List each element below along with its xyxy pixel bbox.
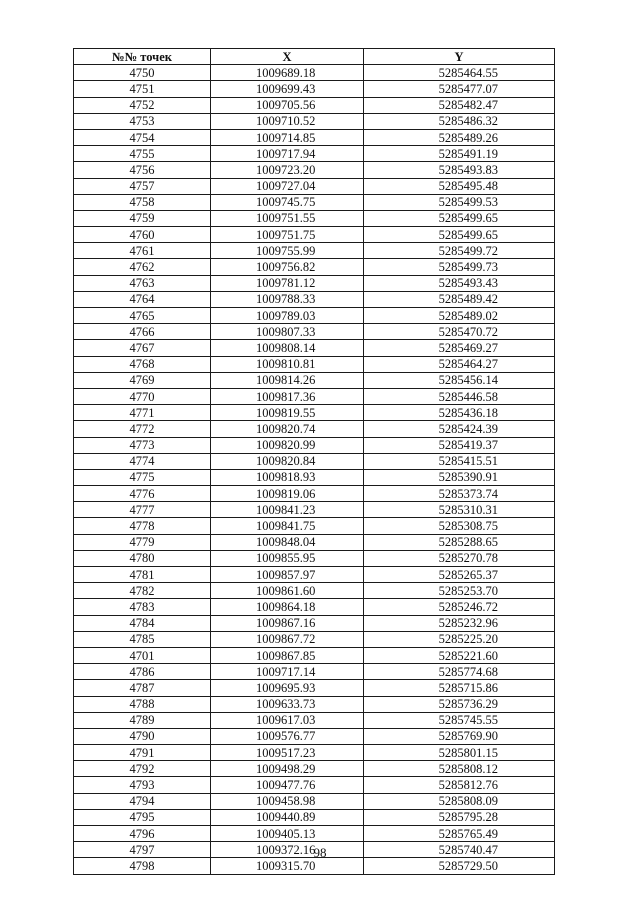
point-number-cell: 4794 [74,793,211,809]
point-number-cell: 4784 [74,615,211,631]
table-row [74,388,555,404]
y-coordinate-cell: 5285808.12 [364,761,555,777]
table-body [74,65,555,874]
table-row [74,405,555,421]
table-row [74,227,555,243]
point-number-cell: 4782 [74,583,211,599]
x-coordinate-cell: 1009817.36 [211,388,364,404]
point-number-cell: 4761 [74,243,211,259]
y-coordinate-cell: 5285288.65 [364,534,555,550]
x-coordinate-cell: 1009372.16 [211,842,364,858]
table-row [74,583,555,599]
table-row [74,356,555,372]
y-coordinate-cell: 5285493.83 [364,162,555,178]
table-row [74,65,555,81]
point-number-cell: 4764 [74,291,211,307]
x-coordinate-cell: 1009867.85 [211,647,364,663]
y-coordinate-cell: 5285499.72 [364,243,555,259]
x-coordinate-cell: 1009857.97 [211,567,364,583]
y-coordinate-cell: 5285486.32 [364,113,555,129]
x-coordinate-cell: 1009789.03 [211,308,364,324]
table-row [74,162,555,178]
table-row [74,809,555,825]
table-row [74,550,555,566]
point-number-cell: 4769 [74,372,211,388]
x-coordinate-cell: 1009633.73 [211,696,364,712]
point-number-cell: 4758 [74,194,211,210]
x-coordinate-cell: 1009576.77 [211,728,364,744]
x-coordinate-cell: 1009315.70 [211,858,364,874]
y-coordinate-cell: 5285482.47 [364,97,555,113]
y-coordinate-cell: 5285774.68 [364,664,555,680]
table-row [74,243,555,259]
x-coordinate-cell: 1009705.56 [211,97,364,113]
point-number-cell: 4783 [74,599,211,615]
table-row [74,259,555,275]
point-number-cell: 4793 [74,777,211,793]
y-coordinate-cell: 5285424.39 [364,421,555,437]
y-coordinate-cell: 5285310.31 [364,502,555,518]
table-row [74,469,555,485]
point-number-cell: 4775 [74,469,211,485]
x-coordinate-cell: 1009517.23 [211,745,364,761]
point-number-cell: 4774 [74,453,211,469]
x-coordinate-cell: 1009751.75 [211,227,364,243]
y-coordinate-cell: 5285736.29 [364,696,555,712]
y-coordinate-cell: 5285812.76 [364,777,555,793]
y-coordinate-cell: 5285495.48 [364,178,555,194]
x-coordinate-cell: 1009848.04 [211,534,364,550]
y-coordinate-cell: 5285419.37 [364,437,555,453]
y-coordinate-cell: 5285493.43 [364,275,555,291]
table-row [74,826,555,842]
x-coordinate-cell: 1009717.14 [211,664,364,680]
y-coordinate-cell: 5285232.96 [364,615,555,631]
y-coordinate-cell: 5285765.49 [364,826,555,842]
y-coordinate-cell: 5285436.18 [364,405,555,421]
point-number-cell: 4779 [74,534,211,550]
y-coordinate-cell: 5285808.09 [364,793,555,809]
y-coordinate-cell: 5285221.60 [364,647,555,663]
table-row [74,146,555,162]
x-coordinate-cell: 1009814.26 [211,372,364,388]
table-row [74,615,555,631]
table-row [74,308,555,324]
x-coordinate-cell: 1009458.98 [211,793,364,809]
y-coordinate-cell: 5285499.65 [364,210,555,226]
table-row [74,599,555,615]
table-row [74,777,555,793]
table-row [74,793,555,809]
x-coordinate-cell: 1009727.04 [211,178,364,194]
x-coordinate-cell: 1009864.18 [211,599,364,615]
x-coordinate-cell: 1009440.89 [211,809,364,825]
table-row [74,745,555,761]
table-row [74,696,555,712]
point-number-cell: 4768 [74,356,211,372]
point-number-cell: 4778 [74,518,211,534]
y-coordinate-cell: 5285715.86 [364,680,555,696]
point-number-cell: 4760 [74,227,211,243]
table-row [74,631,555,647]
table-row [74,113,555,129]
y-coordinate-cell: 5285499.53 [364,194,555,210]
point-number-cell: 4770 [74,388,211,404]
point-number-cell: 4766 [74,324,211,340]
point-number-cell: 4776 [74,486,211,502]
y-coordinate-cell: 5285489.26 [364,129,555,145]
table-row [74,712,555,728]
point-number-cell: 4787 [74,680,211,696]
x-coordinate-cell: 1009841.75 [211,518,364,534]
point-number-cell: 4771 [74,405,211,421]
x-coordinate-cell: 1009695.93 [211,680,364,696]
x-coordinate-cell: 1009617.03 [211,712,364,728]
point-number-cell: 4788 [74,696,211,712]
table-row [74,534,555,550]
y-coordinate-cell: 5285246.72 [364,599,555,615]
x-coordinate-cell: 1009867.16 [211,615,364,631]
table-row [74,437,555,453]
table-row [74,486,555,502]
y-coordinate-cell: 5285499.73 [364,259,555,275]
y-coordinate-cell: 5285801.15 [364,745,555,761]
header-x: X [211,49,364,65]
x-coordinate-cell: 1009820.74 [211,421,364,437]
table-row [74,518,555,534]
x-coordinate-cell: 1009405.13 [211,826,364,842]
point-number-cell: 4796 [74,826,211,842]
x-coordinate-cell: 1009756.82 [211,259,364,275]
point-number-cell: 4791 [74,745,211,761]
table-row [74,129,555,145]
table-row [74,372,555,388]
y-coordinate-cell: 5285253.70 [364,583,555,599]
y-coordinate-cell: 5285446.58 [364,388,555,404]
y-coordinate-cell: 5285769.90 [364,728,555,744]
y-coordinate-cell: 5285415.51 [364,453,555,469]
table-row [74,761,555,777]
table-row [74,453,555,469]
table-row [74,728,555,744]
point-number-cell: 4759 [74,210,211,226]
point-number-cell: 4751 [74,81,211,97]
point-number-cell: 4767 [74,340,211,356]
x-coordinate-cell: 1009820.84 [211,453,364,469]
point-number-cell: 4772 [74,421,211,437]
x-coordinate-cell: 1009855.95 [211,550,364,566]
point-number-cell: 4786 [74,664,211,680]
point-number-cell: 4795 [74,809,211,825]
table-row [74,567,555,583]
y-coordinate-cell: 5285308.75 [364,518,555,534]
point-number-cell: 4762 [74,259,211,275]
y-coordinate-cell: 5285464.55 [364,65,555,81]
x-coordinate-cell: 1009819.06 [211,486,364,502]
coordinates-table [73,48,555,875]
y-coordinate-cell: 5285499.65 [364,227,555,243]
point-number-cell: 4757 [74,178,211,194]
point-number-cell: 4753 [74,113,211,129]
point-number-cell: 4752 [74,97,211,113]
y-coordinate-cell: 5285470.72 [364,324,555,340]
table-row [74,324,555,340]
y-coordinate-cell: 5285795.28 [364,809,555,825]
y-coordinate-cell: 5285745.55 [364,712,555,728]
header-row [74,49,555,65]
y-coordinate-cell: 5285456.14 [364,372,555,388]
x-coordinate-cell: 1009745.75 [211,194,364,210]
y-coordinate-cell: 5285390.91 [364,469,555,485]
y-coordinate-cell: 5285270.78 [364,550,555,566]
y-coordinate-cell: 5285489.42 [364,291,555,307]
header-point-number: №№ точек [74,49,211,65]
table-row [74,194,555,210]
x-coordinate-cell: 1009498.29 [211,761,364,777]
table-row [74,81,555,97]
header-y: Y [364,49,555,65]
x-coordinate-cell: 1009808.14 [211,340,364,356]
table-row [74,421,555,437]
point-number-cell: 4763 [74,275,211,291]
point-number-cell: 4785 [74,631,211,647]
x-coordinate-cell: 1009819.55 [211,405,364,421]
table-row [74,178,555,194]
x-coordinate-cell: 1009699.43 [211,81,364,97]
x-coordinate-cell: 1009788.33 [211,291,364,307]
x-coordinate-cell: 1009751.55 [211,210,364,226]
table-row [74,340,555,356]
y-coordinate-cell: 5285489.02 [364,308,555,324]
y-coordinate-cell: 5285265.37 [364,567,555,583]
page-number: 98 [313,845,327,860]
point-number-cell: 4750 [74,65,211,81]
x-coordinate-cell: 1009710.52 [211,113,364,129]
table-row [74,275,555,291]
point-number-cell: 4781 [74,567,211,583]
point-number-cell: 4756 [74,162,211,178]
y-coordinate-cell: 5285729.50 [364,858,555,874]
y-coordinate-cell: 5285469.27 [364,340,555,356]
x-coordinate-cell: 1009820.99 [211,437,364,453]
table-row [74,647,555,663]
y-coordinate-cell: 5285373.74 [364,486,555,502]
y-coordinate-cell: 5285491.19 [364,146,555,162]
x-coordinate-cell: 1009689.18 [211,65,364,81]
point-number-cell: 4701 [74,647,211,663]
x-coordinate-cell: 1009861.60 [211,583,364,599]
x-coordinate-cell: 1009867.72 [211,631,364,647]
x-coordinate-cell: 1009755.99 [211,243,364,259]
point-number-cell: 4777 [74,502,211,518]
y-coordinate-cell: 5285740.47 [364,842,555,858]
x-coordinate-cell: 1009477.76 [211,777,364,793]
x-coordinate-cell: 1009807.33 [211,324,364,340]
point-number-cell: 4765 [74,308,211,324]
x-coordinate-cell: 1009723.20 [211,162,364,178]
point-number-cell: 4754 [74,129,211,145]
y-coordinate-cell: 5285477.07 [364,81,555,97]
point-number-cell: 4773 [74,437,211,453]
point-number-cell: 4789 [74,712,211,728]
table-row [74,97,555,113]
point-number-cell: 4790 [74,728,211,744]
table-row [74,210,555,226]
x-coordinate-cell: 1009714.85 [211,129,364,145]
point-number-cell: 4780 [74,550,211,566]
y-coordinate-cell: 5285225.20 [364,631,555,647]
table-row [74,664,555,680]
x-coordinate-cell: 1009841.23 [211,502,364,518]
point-number-cell: 4792 [74,761,211,777]
table-row [74,502,555,518]
point-number-cell: 4798 [74,858,211,874]
table-header [74,49,555,65]
table-row [74,291,555,307]
point-number-cell: 4797 [74,842,211,858]
table-row [74,680,555,696]
point-number-cell: 4755 [74,146,211,162]
x-coordinate-cell: 1009818.93 [211,469,364,485]
x-coordinate-cell: 1009781.12 [211,275,364,291]
x-coordinate-cell: 1009717.94 [211,146,364,162]
y-coordinate-cell: 5285464.27 [364,356,555,372]
x-coordinate-cell: 1009810.81 [211,356,364,372]
